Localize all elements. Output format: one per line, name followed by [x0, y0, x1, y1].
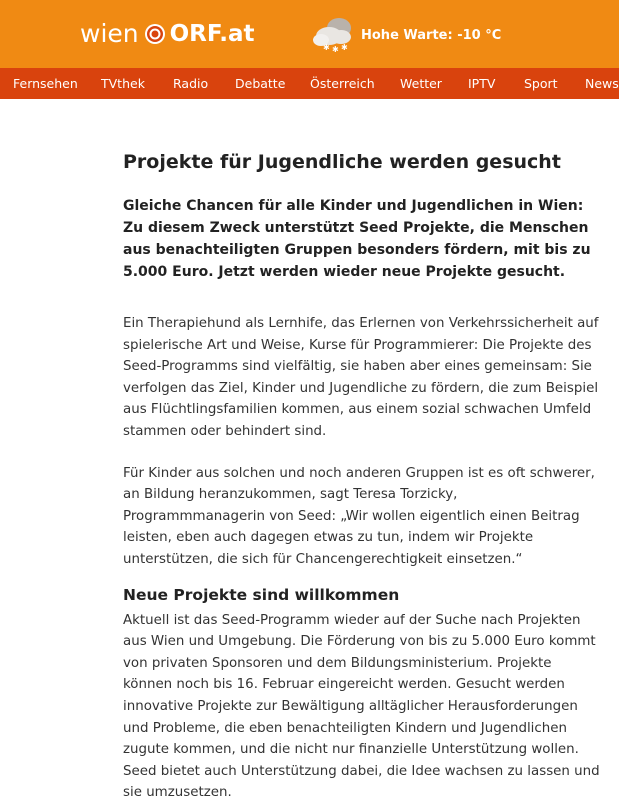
nav-item-news[interactable]: News — [585, 76, 619, 91]
nav-item-oesterreich[interactable]: Österreich — [310, 76, 375, 91]
svg-text:✱: ✱ — [341, 43, 348, 52]
article-paragraph-2: Für Kinder aus solchen und noch anderen Gruppen ist es oft schwerer, an Bildung heranzukommen, sagt Teresa Torzicky, Programmmanagerin von Seed: „Wir wollen eigentlich einen Beitrag leisten, eben auch dagegen etwas zu tun, indem wir Projekte unterstützen, die sich für Chancengerechtigkeit einsetzen.“ — [123, 465, 595, 567]
svg-text:✱: ✱ — [332, 45, 339, 54]
logo-wien-text: wien — [80, 19, 139, 48]
nav-item-tvthek[interactable]: TVthek — [101, 76, 145, 91]
orf-eye-icon — [144, 23, 166, 45]
article-title: Projekte für Jugendliche werden gesucht — [123, 151, 561, 173]
nav-item-wetter[interactable]: Wetter — [400, 76, 442, 91]
article-paragraph-1: Ein Therapiehund als Lernhife, das Erlernen von Verkehrssicherheit auf spielerische Art und Weise, Kurse für Programmierer: Die Projekte des Seed-Programms sind vielfältig, sie haben aber eines gemeinsam: Sie verfolgen das Ziel, Kinder und Jugendliche zu fördern, die zum Beispiel aus Flüchtlingsfamilien kommen, aus einem sozial schwachen Umfeld stammen oder behindert sind. — [123, 316, 599, 439]
article-subheading: Neue Projekte sind willkommen — [123, 585, 400, 604]
snow-cloud-icon — [309, 14, 357, 54]
nav-item-iptv[interactable]: IPTV — [468, 76, 496, 91]
article-paragraph-3: Aktuell ist das Seed-Programm wieder auf der Suche nach Projekten aus Wien und Umgebung. Die Förderung von bis zu 5.000 Euro kommt von privaten Sponsoren und dem Bildungsministerium. Projekte können noch bis 16. Februar eingereicht werden. Gesucht werden innovative Projekte zur Bewältigung alltäglicher Herausforderungen und Probleme, die eben benachteiligten Kindern und Jugendlichen zugute kommen, und die nicht nur finanzielle Unterstützung wollen. Seed bietet auch Unterstützung dabei, die Idee wachsen zu lassen und sie umzusetzen. — [123, 612, 600, 801]
article-lead: Gleiche Chancen für alle Kinder und Jugendlichen in Wien: Zu diesem Zweck unterstützt Seed Projekte, die Menschen aus benachteiligten Gruppen besonders fördern, mit bis zu 5.000 Euro. Jetzt werden wieder neue Projekte gesucht. — [123, 198, 591, 280]
site-header — [0, 0, 619, 68]
weather-widget[interactable] — [309, 14, 501, 54]
main-navigation — [0, 68, 619, 99]
svg-text:✱: ✱ — [323, 43, 330, 52]
nav-item-radio[interactable]: Radio — [173, 76, 209, 91]
wien-orf-logo[interactable] — [80, 19, 254, 49]
nav-item-sport[interactable]: Sport — [524, 76, 558, 91]
article — [123, 150, 603, 804]
logo-orf-text: ORF.at — [169, 21, 255, 47]
weather-text: Hohe Warte: -10 °C — [361, 27, 502, 43]
nav-item-debatte[interactable]: Debatte — [235, 76, 286, 91]
nav-item-fernsehen[interactable]: Fernsehen — [13, 76, 78, 91]
